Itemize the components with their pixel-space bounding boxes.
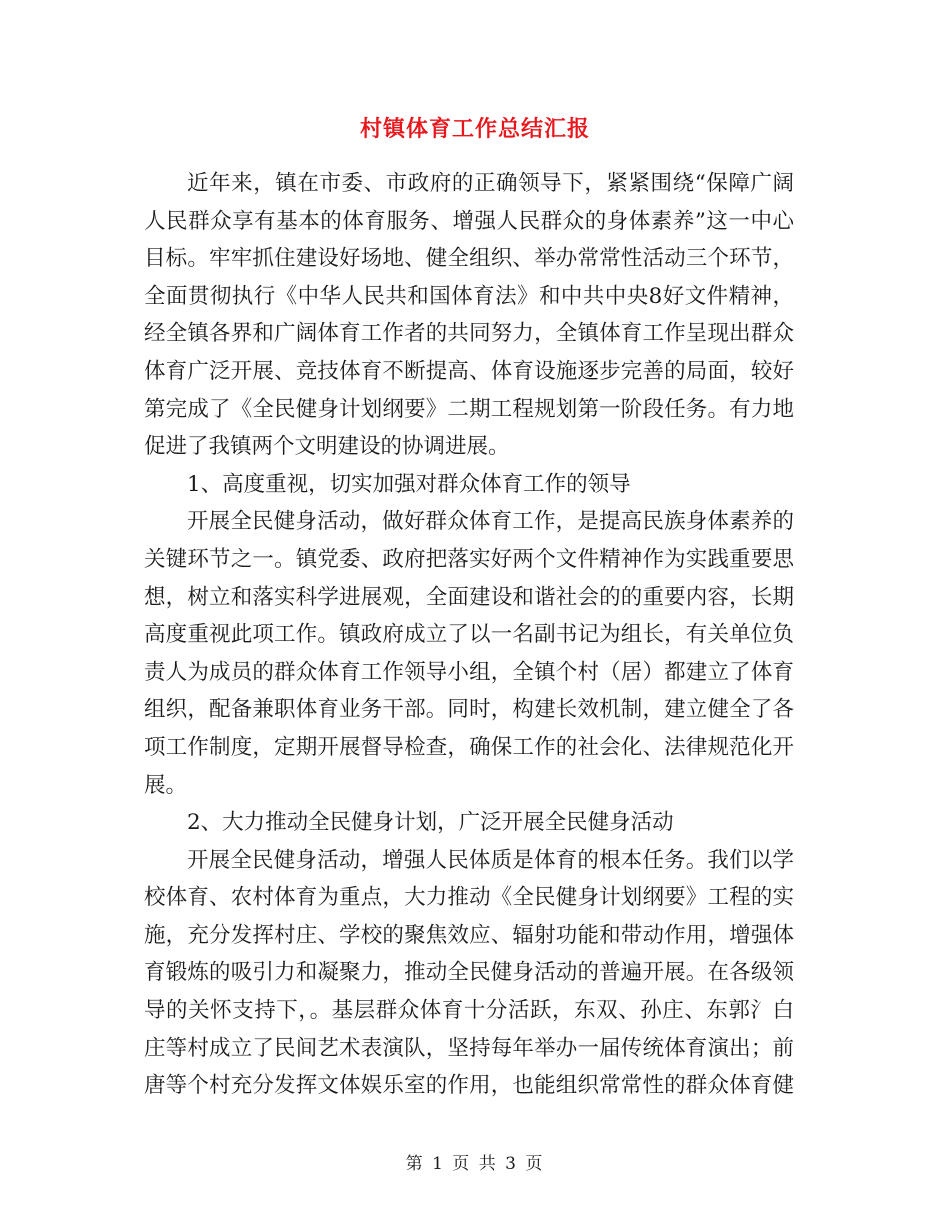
paragraph-line: 目标。牢牢抓住建设好场地、健全组织、举办常常性活动三个环节， [144, 246, 794, 272]
paragraph-line: 开展全民健身活动，增强人民体质是体育的根本任务。我们以学 [187, 847, 794, 873]
paragraph-line: 唐等个村充分发挥文体娱乐室的作用，也能组织常常性的群众体育健 [144, 1073, 794, 1099]
page-number-footer: 第 1 页 共 3 页 [405, 1154, 545, 1174]
paragraph-line: 施，充分发挥村庄、学校的聚焦效应、辐射功能和带动作用，增强体 [144, 922, 794, 948]
paragraph-line: 导的关怀支持下，。基层群众体育十分活跃，东双、孙庄、东郭氵白 [144, 998, 794, 1024]
paragraph-line: 项工作制度，定期开展督导检查，确保工作的社会化、法律规范化开 [144, 734, 794, 760]
paragraph-line: 想，树立和落实科学进展观，全面建设和谐社会的的重要内容，长期 [144, 584, 794, 610]
paragraph-line: 第完成了《全民健身计划纲要》二期工程规划第一阶段任务。有力地 [144, 396, 794, 422]
section-heading: 2、大力推动全民健身计划，广泛开展全民健身活动 [187, 810, 674, 836]
paragraph-line: 人民群众享有基本的体育服务、增强人民群众的身体素养”这一中心 [144, 208, 794, 234]
paragraph-line: 高度重视此项工作。镇政府成立了以一名副书记为组长，有关单位负 [144, 622, 794, 648]
paragraph-line: 全面贯彻执行《中华人民共和国体育法》和中共中央8好文件精神， [144, 283, 794, 309]
paragraph-line: 组织，配备兼职体育业务干部。同时，构建长效机制，建立健全了各 [144, 697, 794, 723]
paragraph-line: 责人为成员的群众体育工作领导小组，全镇个村（居）都建立了体育 [144, 659, 794, 685]
paragraph-line: 经全镇各界和广阔体育工作者的共同努力，全镇体育工作呈现出群众 [144, 321, 794, 347]
paragraph-line: 体育广泛开展、竞技体育不断提高、体育设施逐步完善的局面，较好 [144, 358, 794, 384]
paragraph-line: 近年来，镇在市委、市政府的正确领导下，紧紧围绕“保障广阔 [187, 171, 794, 196]
paragraph-line: 校体育、农村体育为重点，大力推动《全民健身计划纲要》工程的实 [144, 885, 794, 911]
paragraph-line: 开展全民健身活动，做好群众体育工作，是提高民族身体素养的 [187, 509, 794, 535]
paragraph-line: 育锻炼的吸引力和凝聚力，推动全民健身活动的普遍开展。在各级领 [144, 960, 794, 986]
paragraph-line: 庄等村成立了民间艺术表演队，坚持每年举办一届传统体育演出；前 [144, 1035, 794, 1061]
paragraph-line: 促进了我镇两个文明建设的协调进展。 [144, 434, 510, 460]
paragraph-line: 展。 [144, 772, 188, 798]
document-body [144, 165, 794, 1105]
paragraph-line: 关键环节之一。镇党委、政府把落实好两个文件精神作为实践重要思 [144, 546, 794, 572]
section-heading: 1、高度重视，切实加强对群众体育工作的领导 [187, 471, 631, 497]
document-title: 村镇体育工作总结汇报 [359, 116, 590, 142]
